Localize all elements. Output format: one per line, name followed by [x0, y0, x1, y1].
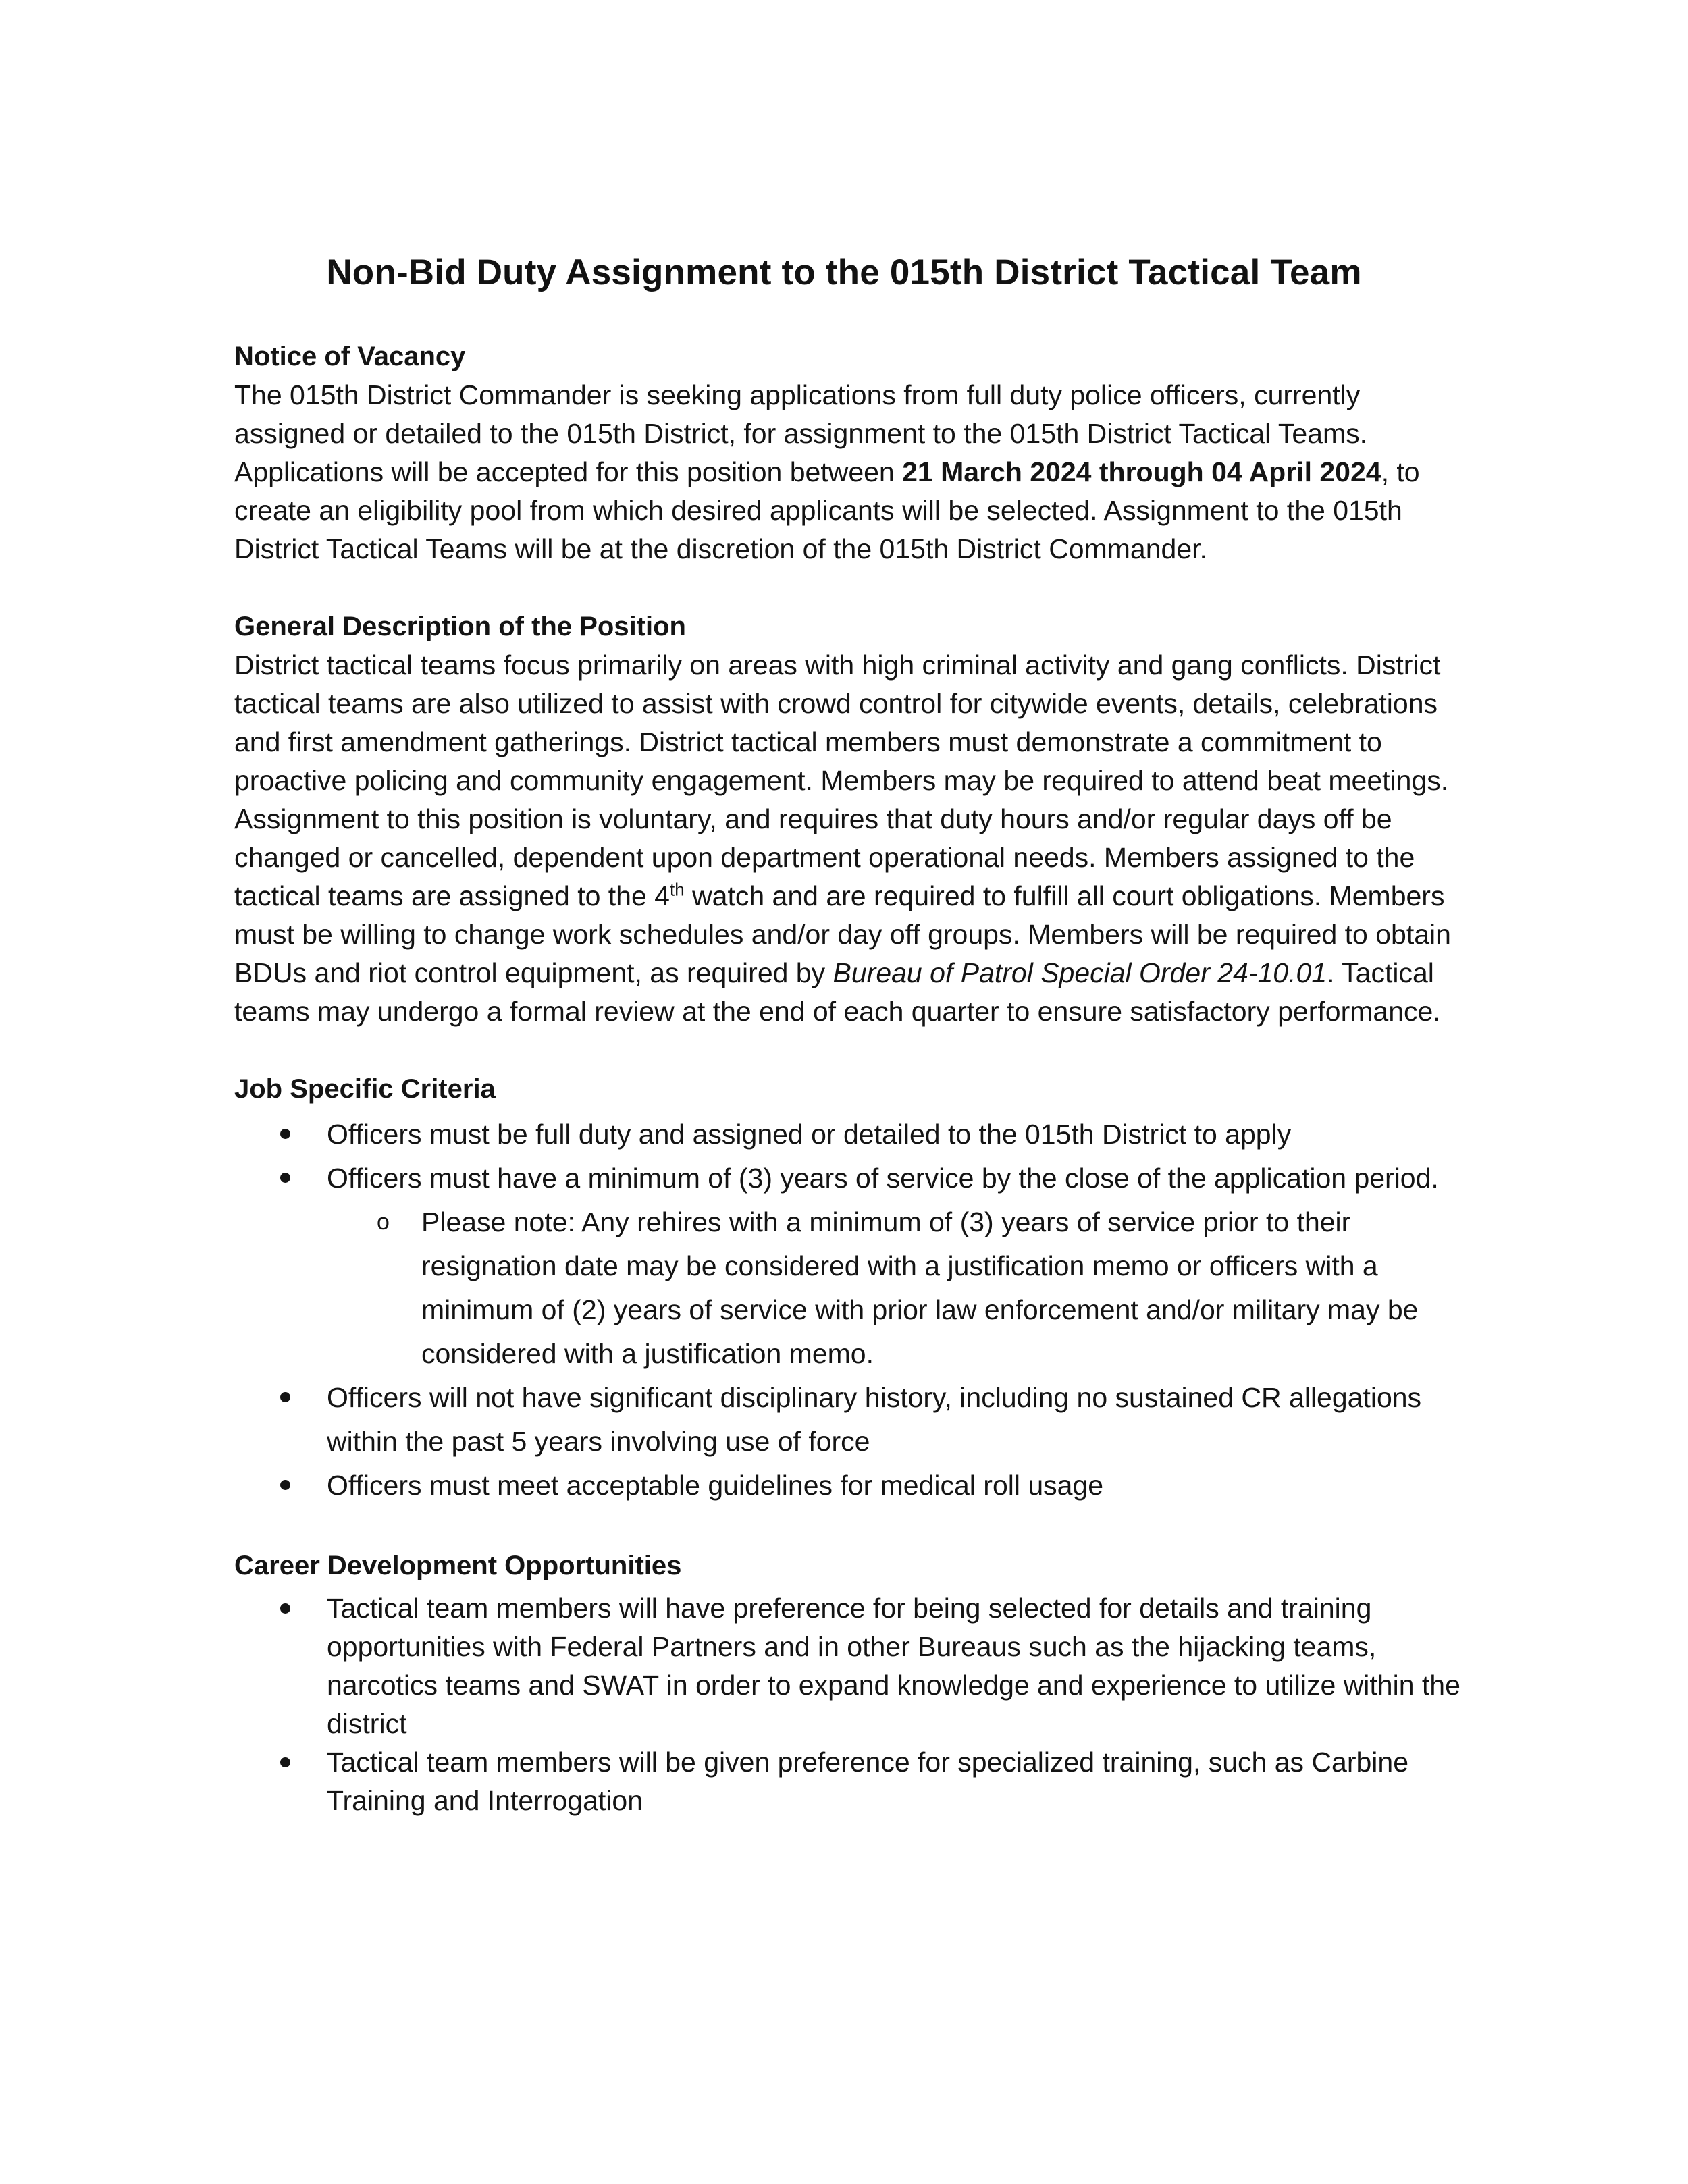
career-list: [234, 1589, 1470, 1820]
criteria-item-text: Officers must meet acceptable guidelines for medical roll usage: [327, 1470, 1104, 1501]
general-text-3: . Tactical teams may undergo a formal review at the end of each quarter to ensure satisfactory performance.: [234, 957, 1441, 1027]
bullet-icon: [280, 1603, 290, 1614]
job-criteria-section: [234, 1070, 1470, 1508]
bullet-icon: [280, 1173, 290, 1183]
career-item-text: Tactical team members will be given preference for specialized training, such as Carbine Training and Interrogation: [327, 1747, 1409, 1816]
notice-text-2: , to create an eligibility pool from which desired applicants will be selected. Assignment to the 015th District Tactical Teams will be at the discretion of the 015th District Commander.: [234, 456, 1420, 564]
general-paragraph: [234, 646, 1470, 1031]
bullet-icon: [280, 1129, 290, 1139]
document-title: Non-Bid Duty Assignment to the 015th District Tactical Team: [326, 252, 1362, 292]
watch-superscript: th: [669, 879, 685, 900]
list-item: [234, 1743, 1470, 1820]
list-item: [234, 1156, 1470, 1376]
list-item: [234, 1376, 1470, 1464]
career-item-text: Tactical team members will have preference for being selected for details and training opportunities with Federal Partners and in other Bureaus such as the hijacking teams, narcotics teams and SWAT in order to expand knowledge and experience to utilize within the district: [327, 1593, 1460, 1739]
notice-paragraph: [234, 376, 1470, 568]
bullet-icon: [280, 1392, 290, 1402]
general-text-2: watch and are required to fulfill all court obligations. Members must be willing to change work schedules and/or day off groups. Members will be required to obtain BDUs and riot control equipment, as required by: [234, 880, 1451, 988]
notice-text-1: The 015th District Commander is seeking applications from full duty police officers, currently assigned or detailed to the 015th District, for assignment to the 015th District Tactical Teams. Applications will be accepted for this position between: [234, 379, 1368, 487]
criteria-item-text: Officers will not have significant disciplinary history, including no sustained CR allegations within the past 5 years involving use of force: [327, 1382, 1422, 1457]
list-item: [234, 1589, 1470, 1743]
career-development-section: [234, 1547, 1470, 1820]
list-item: [234, 1464, 1470, 1508]
career-heading: Career Development Opportunities: [234, 1551, 682, 1580]
bullet-icon: [280, 1757, 290, 1767]
criteria-heading: Job Specific Criteria: [234, 1074, 496, 1104]
special-order-reference: Bureau of Patrol Special Order 24-10.01: [833, 957, 1327, 988]
general-description-section: [234, 608, 1470, 1031]
notice-heading: Notice of Vacancy: [234, 342, 466, 371]
criteria-item-text: Officers must have a minimum of (3) years of service by the close of the application period.: [327, 1163, 1439, 1194]
application-dates: 21 March 2024 through 04 April 2024: [902, 456, 1381, 487]
sub-item-text: Please note: Any rehires with a minimum of (3) years of service prior to their resignation date may be considered with a justification memo or officers with a minimum of (2) years of service with prior law enforcement and/or military may be considered with a justification memo.: [421, 1206, 1419, 1369]
list-item: [234, 1113, 1470, 1156]
general-text-1: District tactical teams focus primarily on areas with high criminal activity and gang conflicts. District tactical teams are also utilized to assist with crowd control for citywide events, details, celebrations and first amendment gatherings. District tactical members must demonstrate a commitment to proactive policing and community engagement. Members may be required to attend beat meetings. Assignment to this position is voluntary, and requires that duty hours and/or regular days off be changed or cancelled, dependent upon department operational needs. Members assigned to the tactical teams are assigned to the 4: [234, 649, 1449, 911]
hollow-bullet-icon: o: [377, 1209, 390, 1235]
criteria-list: [234, 1113, 1470, 1508]
notice-of-vacancy-section: [234, 338, 1470, 568]
criteria-sub-list: [327, 1200, 1470, 1376]
bullet-icon: [280, 1480, 290, 1490]
document-body: [234, 338, 1470, 1859]
sub-list-item: [327, 1200, 1470, 1376]
criteria-item-text: Officers must be full duty and assigned or detailed to the 015th District to apply: [327, 1119, 1292, 1150]
general-heading: General Description of the Position: [234, 612, 686, 641]
